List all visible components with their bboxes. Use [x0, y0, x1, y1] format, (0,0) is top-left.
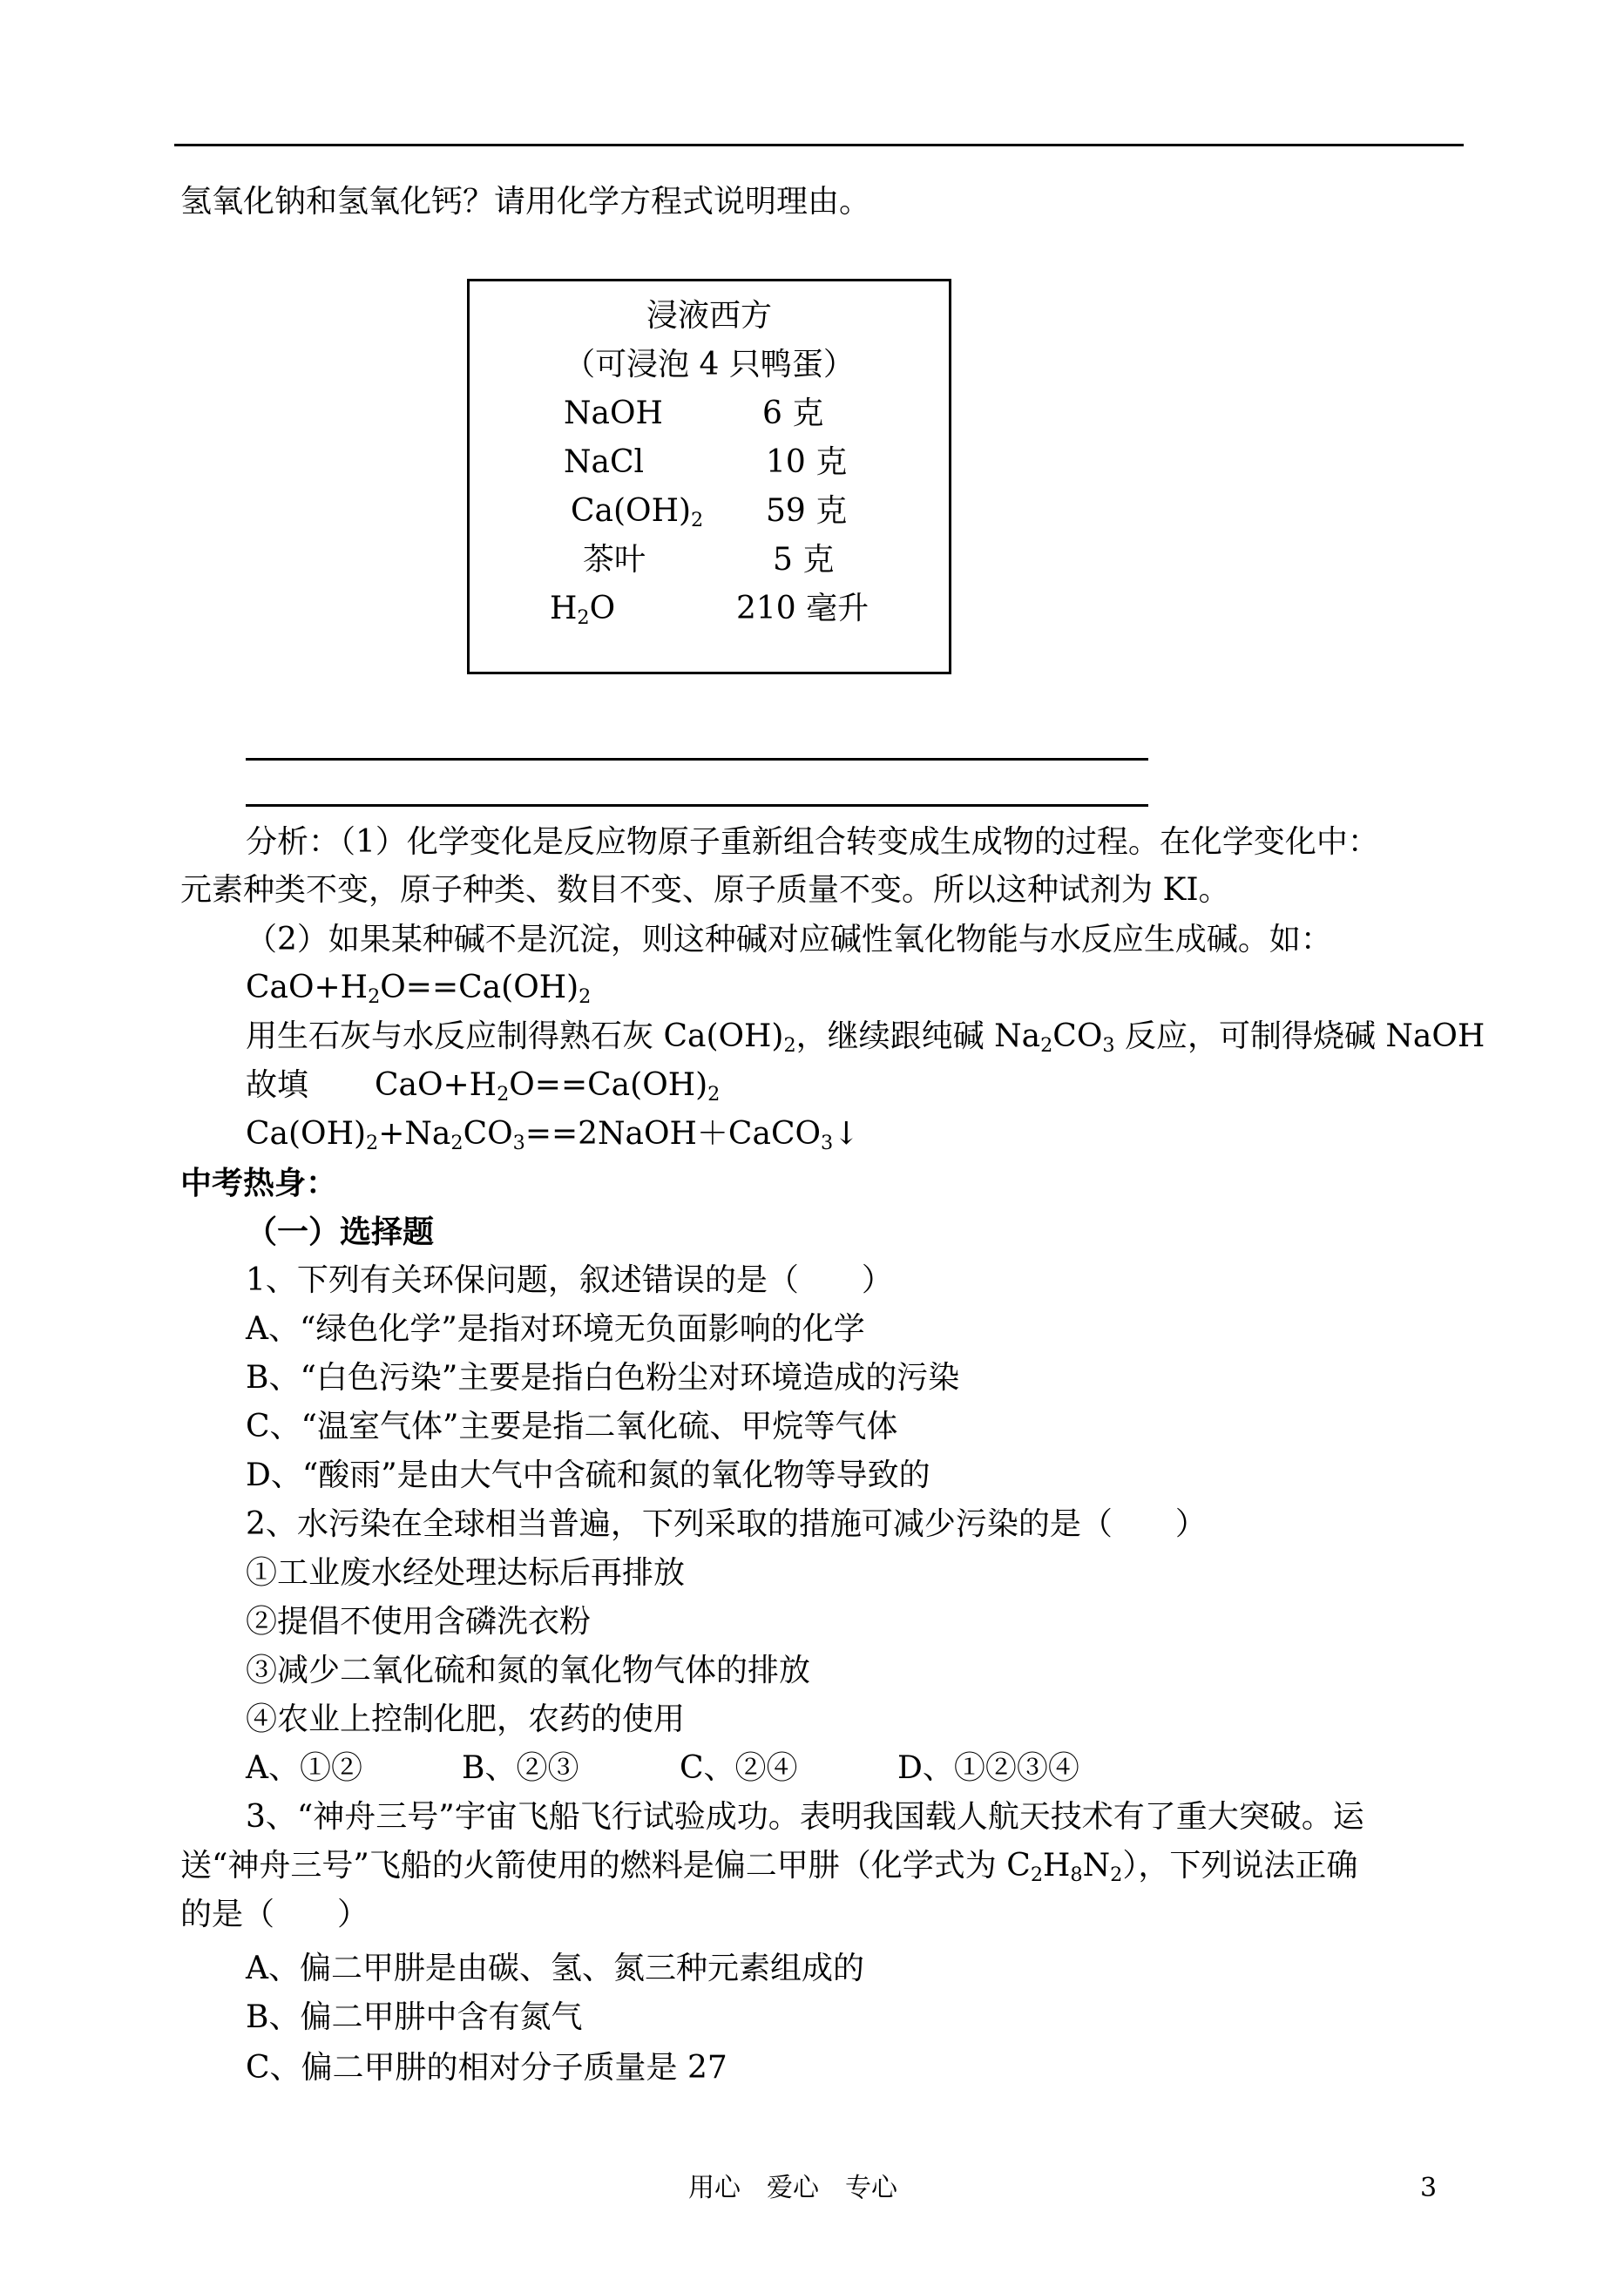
- analysis-line: 元素种类不变，原子种类、数目不变、原子质量不变。所以这种试剂为 KI。: [180, 872, 1230, 908]
- question-stem: 2、水污染在全球相当普遍，下列采取的措施可减少污染的是（ ）: [246, 1506, 1207, 1542]
- question-item: ③减少二氧化硫和氮的氧化物气体的排放: [246, 1653, 811, 1688]
- question-choice: C、②④: [680, 1750, 798, 1786]
- question-item: ④农业上控制化肥，农药的使用: [246, 1701, 686, 1737]
- recipe-row-amount: 6 克: [762, 396, 824, 431]
- analysis-equation: $Ca(OH)_2+Na_2CO_3==2NaOH+CaCO_3↓$: [246, 1116, 860, 1155]
- question-option: B、“白色污染”主要是指白色粉尘对环境造成的污染: [246, 1360, 960, 1396]
- recipe-row-amount: 10 克: [766, 444, 848, 480]
- question-stem: 3、“神舟三号”宇宙飞船飞行试验成功。表明我国载人航天技术有了重大突破。运: [246, 1799, 1364, 1835]
- footer-motto: 用心 爱心 专心: [688, 2173, 897, 2203]
- question-option: B、偏二甲肼中含有氮气: [246, 1999, 583, 2035]
- recipe-row-name: $Ca(OH)_2$: [571, 493, 704, 532]
- question-item: ①工业废水经处理达标后再排放: [246, 1555, 686, 1591]
- analysis-equation: $CaO+H_2O==Ca(OH)_2$: [375, 1067, 721, 1106]
- section-heading: 中考热身：: [180, 1165, 338, 1201]
- analysis-answer-label: 故填: [246, 1067, 309, 1103]
- question-option: A、偏二甲肼是由碳、氢、氮三种元素组成的: [246, 1951, 864, 1986]
- analysis-line: （2）如果某种碱不是沉淀，则这种碱对应碱性氧化物能与水反应生成碱。如：: [246, 922, 1332, 957]
- recipe-row-name: NaCl: [564, 444, 645, 480]
- recipe-subtitle: （可浸泡 4 只鸭蛋）: [564, 347, 855, 382]
- recipe-row-amount: 59 克: [766, 493, 848, 529]
- answer-blank-line: [246, 804, 1148, 807]
- recipe-row-name: 茶叶: [583, 542, 646, 578]
- question-choice: B、②③: [462, 1750, 579, 1786]
- recipe-box: [467, 279, 951, 674]
- question-stem: 的是（ ）: [180, 1897, 369, 1932]
- question-stem: 1、下列有关环保问题，叙述错误的是（ ）: [246, 1262, 893, 1298]
- question-option: A、“绿色化学”是指对环境无负面影响的化学: [246, 1311, 865, 1347]
- header-rule: [174, 144, 1464, 146]
- analysis-line: 用生石灰与水反应制得熟石灰 $Ca(OH)_2$，继续跟纯碱 $Na_2CO_3$ 反应，可制得烧碱 NaOH: [246, 1018, 1485, 1058]
- section-subheading: （一）选择题: [246, 1214, 435, 1250]
- analysis-line: 分析：（1）化学变化是反应物原子重新组合转变成生成物的过程。在化学变化中：: [246, 824, 1379, 860]
- question-option: C、“温室气体”主要是指二氧化硫、甲烷等气体: [246, 1409, 898, 1444]
- question-option: D、“酸雨”是由大气中含硫和氮的氧化物等导致的: [246, 1458, 930, 1493]
- question-stem: 送“神舟三号”飞船的火箭使用的燃料是偏二甲肼（化学式为 $C_2H_8N_2$），下列说法正确: [180, 1848, 1358, 1887]
- intro-line: 氢氧化钠和氢氧化钙？请用化学方程式说明理由。: [180, 184, 871, 220]
- recipe-title: 浸液西方: [646, 298, 772, 334]
- answer-blank-line: [246, 758, 1148, 761]
- question-option: C、偏二甲肼的相对分子质量是 27: [246, 2050, 727, 2086]
- analysis-equation: $CaO+H_2O==Ca(OH)_2$: [246, 970, 592, 1009]
- question-choice: A、①②: [246, 1750, 362, 1786]
- recipe-row-name: NaOH: [564, 396, 663, 431]
- recipe-row-amount: 5 克: [773, 542, 835, 578]
- recipe-row-amount: 210 毫升: [736, 591, 870, 626]
- question-choice: D、①②③④: [897, 1750, 1079, 1786]
- recipe-row-name: $H_2O$: [550, 591, 616, 630]
- question-item: ②提倡不使用含磷洗衣粉: [246, 1604, 592, 1640]
- page-number: 3: [1420, 2173, 1438, 2203]
